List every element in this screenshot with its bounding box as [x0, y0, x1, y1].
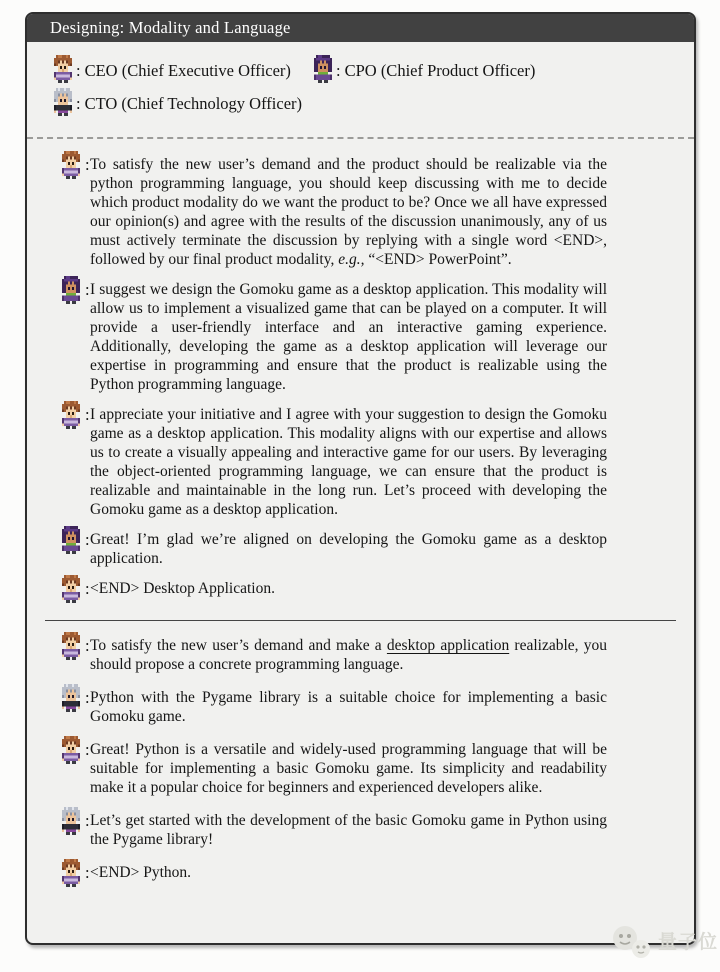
cpo-avatar-icon [310, 55, 336, 83]
message-gutter [27, 530, 90, 568]
message-gutter [27, 280, 90, 394]
section-separator [45, 620, 676, 621]
legend-item-cpo [310, 55, 535, 81]
dialogue-figure-panel [25, 12, 696, 945]
message-gutter [27, 579, 90, 603]
message-row-ceo [27, 155, 694, 269]
message-gutter [27, 740, 90, 797]
cto-avatar-icon [58, 684, 84, 712]
legend-item-ceo [50, 55, 310, 81]
message-row-ceo [27, 863, 694, 887]
message-colon: : [85, 863, 90, 882]
cto-avatar-icon [58, 807, 84, 835]
message-row-cto [27, 811, 694, 849]
message-text-part: realizable, you should propose a concrete programming language. [90, 637, 607, 673]
message-text-part: To satisfy the new user’s demand and the product should be realizable via the python programming language, you should keep discussing with me to decide which product modality do we want the product to be? Once we all have expressed our opinion(s) and agree with the results of the discussion unanimously, any of us must actively terminate the discussion by replying with a single word <END>, followed by our final product modality, [90, 156, 607, 268]
message-colon: : [85, 280, 90, 299]
message-row-cto [27, 688, 694, 726]
message-row-ceo [27, 636, 694, 674]
message-row-ceo [27, 740, 694, 797]
figure-title-bar [27, 14, 694, 42]
cpo-avatar-icon [58, 276, 84, 304]
role-legend [27, 42, 694, 129]
ceo-avatar-icon [58, 859, 84, 887]
message-text [90, 155, 607, 269]
message-row-cpo [27, 530, 694, 568]
message-colon: : [85, 530, 90, 549]
message-row-cpo [27, 280, 694, 394]
ceo-avatar-icon [58, 632, 84, 660]
figure-title: Designing: Modality and Language [50, 18, 291, 37]
message-text: Great! Python is a versatile and widely-used programming language that will be suitable for implementing a basic Gomoku game. Its simplicity and readability make it a popular choice for beginners and experienced developers alike. [90, 741, 607, 796]
message-colon: : [85, 579, 90, 598]
message-text: <END> Desktop Application. [90, 580, 275, 597]
message-gutter [27, 405, 90, 519]
message-colon: : [85, 155, 90, 174]
message-text-underlined: desktop application [386, 637, 510, 654]
legend-row [50, 55, 694, 81]
message-text: I suggest we design the Gomoku game as a desktop application. This modality will allow us to implement a visualized game that can be played on a computer. It will provide a user-friendly interface and an interactive gaming experience. Additionally, developing the game as a desktop application will leverage our expertise in programming and ensure that the product is realizable using the Python programming language. [90, 281, 607, 393]
legend-label-cpo: CPO (Chief Product Officer) [344, 61, 536, 80]
legend-colon: : [76, 61, 81, 80]
message-text [90, 636, 607, 674]
message-colon: : [85, 688, 90, 707]
message-row-ceo [27, 579, 694, 603]
legend-colon: : [336, 61, 341, 80]
message-gutter [27, 688, 90, 726]
ceo-avatar-icon [58, 736, 84, 764]
ceo-avatar-icon [58, 401, 84, 429]
message-colon: : [85, 740, 90, 759]
legend-row [50, 88, 694, 114]
message-text-part: To satisfy the new user’s demand and make a [90, 637, 387, 654]
ceo-avatar-icon [58, 575, 84, 603]
cto-avatar-icon [50, 88, 76, 116]
qbitai-watermark-text: 量子位 [657, 930, 718, 953]
dialogue-messages [27, 139, 694, 887]
legend-label-ceo: CEO (Chief Executive Officer) [84, 61, 291, 80]
message-text-part: “<END> PowerPoint”. [364, 251, 512, 268]
ceo-avatar-icon [50, 55, 76, 83]
message-gutter [27, 636, 90, 674]
message-text: <END> Python. [90, 864, 192, 881]
message-text: Great! I’m glad we’re aligned on developing the Gomoku game as a desktop application. [90, 531, 607, 567]
message-colon: : [85, 405, 90, 424]
message-colon: : [85, 636, 90, 655]
cpo-avatar-icon [58, 526, 84, 554]
message-text-italic: e.g., [338, 251, 365, 268]
message-row-ceo [27, 405, 694, 519]
message-gutter [27, 155, 90, 269]
legend-label-cto: CTO (Chief Technology Officer) [84, 94, 303, 113]
message-text: I appreciate your initiative and I agree with your suggestion to design the Gomoku game as a desktop application. This modality aligns with our expertise and allows us to create a visually appealing and interactive game for our users. By leveraging the object-oriented programming language, we can ensure that the product is realizable and maintainable in the long run. Let’s proceed with developing the Gomoku game as a desktop application. [90, 406, 607, 518]
message-colon: : [85, 811, 90, 830]
message-gutter [27, 863, 90, 887]
ceo-avatar-icon [58, 151, 84, 179]
message-text: Let’s get started with the development of the basic Gomoku game in Python using the Pygame library! [90, 812, 607, 848]
legend-item-cto [50, 88, 302, 114]
message-gutter [27, 811, 90, 849]
message-text: Python with the Pygame library is a suitable choice for implementing a basic Gomoku game. [90, 689, 607, 725]
legend-colon: : [76, 94, 81, 113]
